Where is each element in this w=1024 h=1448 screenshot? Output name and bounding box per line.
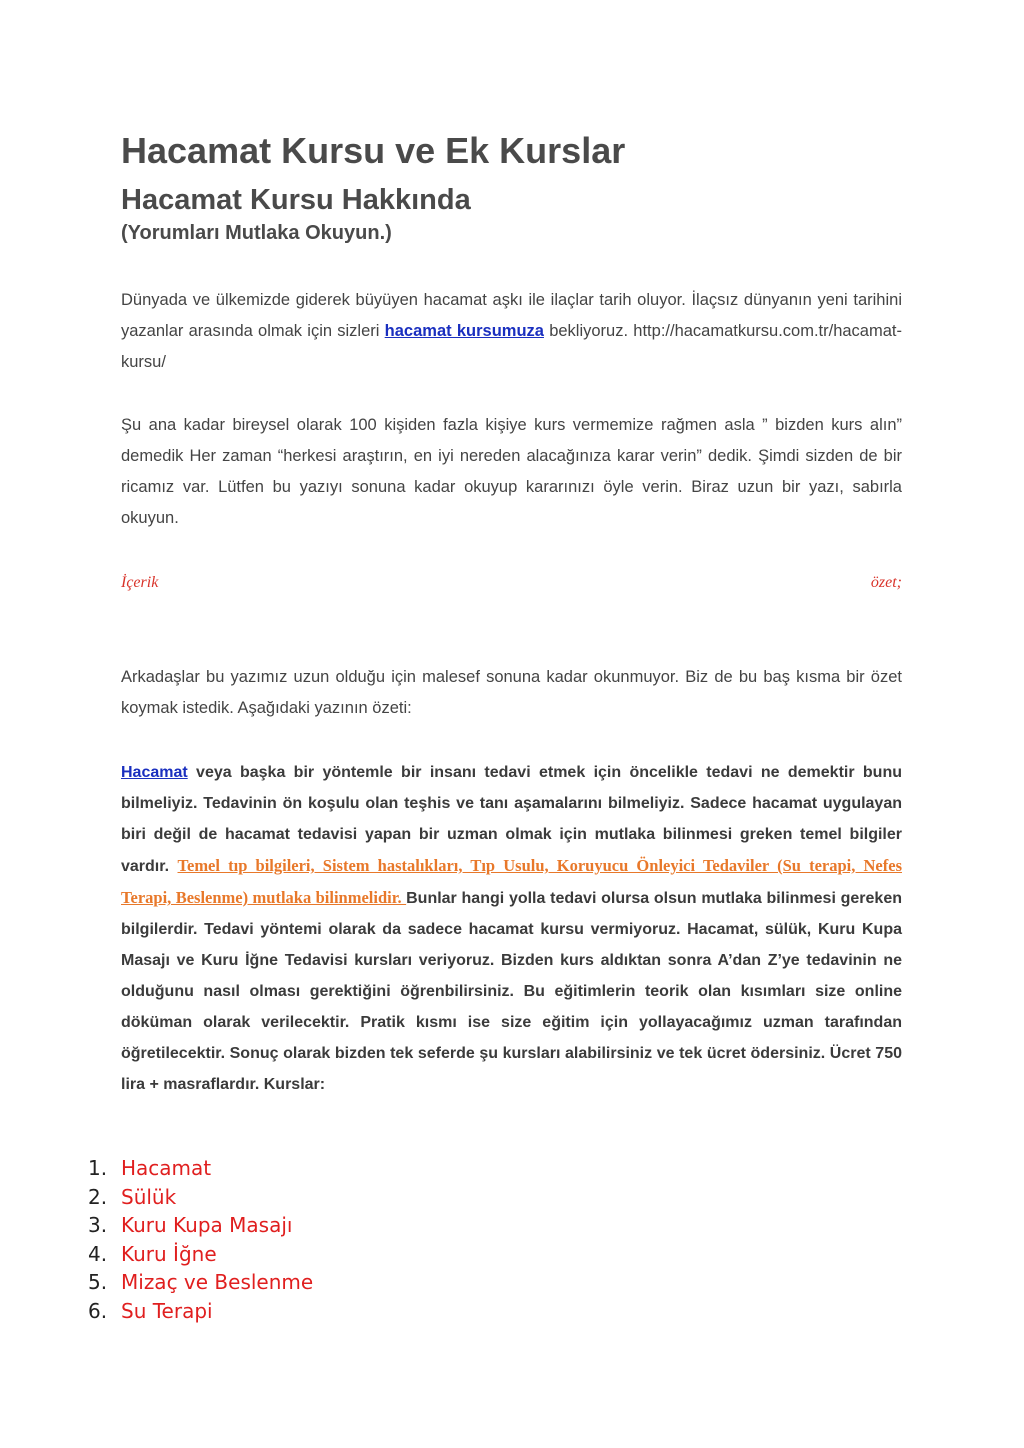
summary-intro-paragraph: Arkadaşlar bu yazımız uzun olduğu için malesef sonuna kadar okunmuyor. Biz de bu baş kısma bir özet koymak istedik. Aşağıdaki yazının özeti:	[121, 668, 902, 717]
course-mizac-ve-beslenme[interactable]: Mizaç ve Beslenme	[121, 1270, 314, 1294]
summary-label[interactable]: özet;	[870, 574, 902, 591]
intro-text-after: bekliyoruz. http://hacamatkursu.com.tr/hacamat-kursu/	[121, 322, 902, 371]
list-item-number: 3.	[88, 1213, 108, 1237]
course-kuru-igne[interactable]: Kuru İğne	[121, 1241, 217, 1266]
course-suluk[interactable]: Sülük	[121, 1184, 177, 1209]
course-hacamat[interactable]: Hacamat	[121, 1156, 212, 1180]
contents-row	[121, 574, 902, 598]
list-item	[88, 1183, 313, 1212]
list-item	[88, 1240, 313, 1269]
hacamat-kursumuza-link[interactable]: hacamat kursumuza	[384, 322, 544, 340]
intro-paragraph	[121, 285, 902, 378]
medical-topics-link[interactable]: Temel tıp bilgileri, Sistem hastalıkları, Tıp Usulu, Koruyucu Önleyici Tedaviler (Su terapi, Nefes Terapi, Beslenme) mutlaka bilinmelidir.	[121, 856, 902, 907]
hacamat-link[interactable]: Hacamat	[121, 764, 188, 781]
list-item-number: 5.	[88, 1270, 108, 1294]
list-item-number: 1.	[88, 1156, 108, 1180]
list-item	[88, 1297, 313, 1326]
course-kuru-kupa-masaji[interactable]: Kuru Kupa Masajı	[121, 1213, 293, 1237]
list-item-number: 4.	[88, 1241, 108, 1266]
intro-text-before: Dünyada ve ülkemizde giderek büyüyen hacamat aşkı ile ilaçlar tarih oluyor. İlaçsız dünyanın yeni tarihini yazanlar arasında olmak için sizleri	[121, 291, 902, 340]
list-item	[88, 1211, 313, 1240]
experience-paragraph: Şu ana kadar bireysel olarak 100 kişiden fazla kişiye kurs vermemize rağmen asla ” bizden kurs alın” demedik Her zaman “herkesi araştırın, en iyi nereden alacağınıza karar verin” dedik. Şimdi sizden de bir ricamız var. Lütfen bu yazıyı sonuna kadar okuyup kararınızı öyle verin. Biraz uzun bir yazı, sabırla okuyun.	[121, 416, 902, 527]
page-note: (Yorumları Mutlaka Okuyun.)	[121, 222, 392, 244]
page-subtitle: Hacamat Kursu Hakkında	[121, 184, 471, 216]
course-su-terapi[interactable]: Su Terapi	[121, 1298, 213, 1323]
contents-label[interactable]: İçerik	[121, 574, 159, 591]
list-item-number: 2.	[88, 1184, 108, 1209]
summary-text-part1: veya başka bir yöntemle bir insanı tedavi etmek için öncelikle tedavi ne demektir bunu bilmeliyiz. Tedavinin ön koşulu olan teşhis ve tanı aşamalarını bilmeliyiz. Sadece hacamat uygulayan biri değil de hacamat tedavisi yapan bir uzman olmak için mutlaka bilinmesi greken temel bilgiler vardır.	[121, 764, 902, 875]
list-item-number: 6.	[88, 1298, 108, 1323]
course-list	[88, 1154, 314, 1325]
summary-text-part2: Bunlar hangi yolla tedavi olursa olsun mutlaka bilinmesi gereken bilgilerdir. Tedavi yöntemi olarak da sadece hacamat kursu vermiyoruz. Hacamat, sülük, Kuru Kupa Masajı ve Kuru İğne Tedavisi kursları veriyoruz. Bizden kurs aldıktan sonra A’dan Z’ye tedavinin ne olduğunu nasıl olması gerektiğini öğrenbilirsiniz. Bu eğitimlerin teorik olan kısımları size online döküman olarak verilecektir. Pratik kısmı ise size eğitim için yollayacağımız uzman tarafından öğretilecektir. Sonuç olarak bizden tek seferde şu kursları alabilirsiniz ve tek ücret ödersiniz. Ücret 750 lira + masraflardır. Kurslar:	[121, 890, 903, 1093]
summary-paragraph	[121, 757, 902, 1100]
page-title: Hacamat Kursu ve Ek Kurslar	[121, 130, 626, 171]
list-item	[88, 1154, 313, 1183]
list-item	[88, 1268, 314, 1297]
